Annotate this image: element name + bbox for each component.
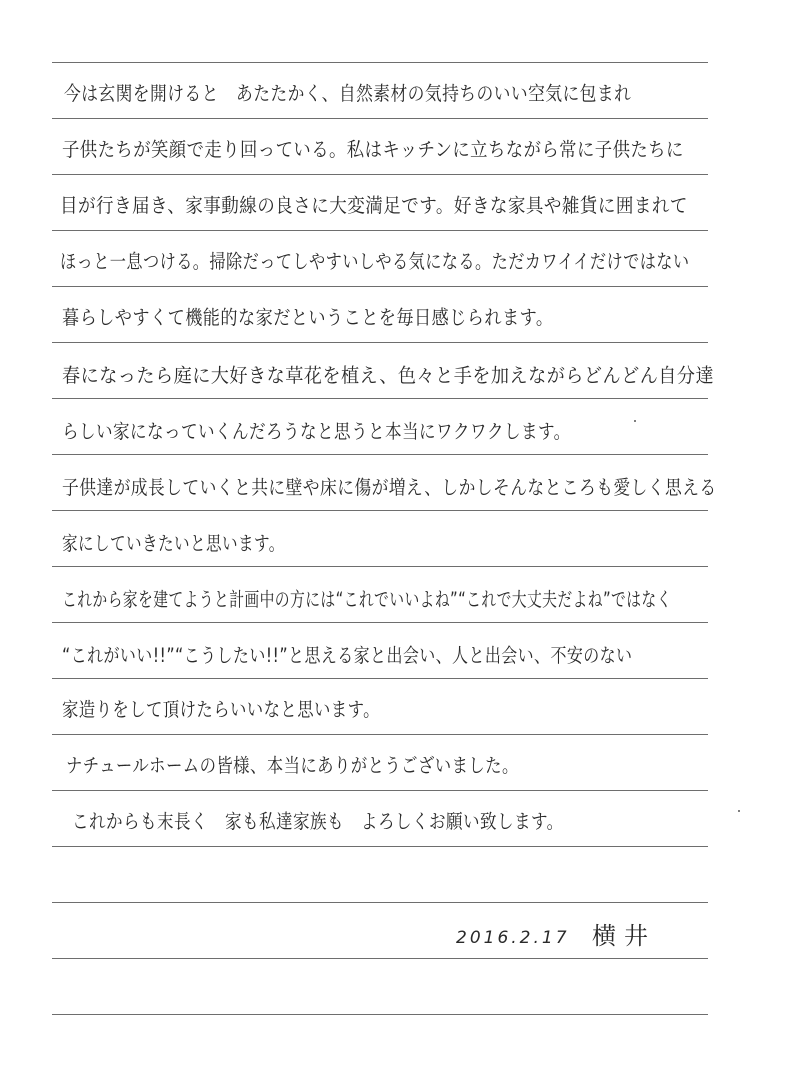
ruled-line [52, 62, 708, 63]
ruled-line [52, 454, 708, 455]
ruled-line [52, 286, 708, 287]
ruled-line [52, 230, 708, 231]
letter-line: ほっと一息つける。掃除だってしやすいしやる気になる。ただカワイイだけではない [60, 250, 690, 273]
letter-line: 今は玄関を開けると あたたかく、自然素材の気持ちのいい空気に包まれ [64, 82, 632, 105]
ruled-line [52, 678, 708, 679]
letter-line: 目が行き届き、家事動線の良さに大変満足です。好きな家具や雑貨に囲まれて [60, 194, 688, 217]
ruled-line [52, 566, 708, 567]
letter-line: ナチュールホームの皆様、本当にありがとうございました。 [66, 754, 519, 777]
ruled-line [52, 790, 708, 791]
ruled-line [52, 622, 708, 623]
letter-line: 子供たちが笑顔で走り回っている。私はキッチンに立ちながら常に子供たちに [62, 138, 684, 161]
ruled-line [52, 398, 708, 399]
letter-line: 家にしていきたいと思います。 [62, 532, 285, 555]
ruled-line [52, 174, 708, 175]
letter-line: らしい家になっていくんだろうなと思うと本当にワクワクします。 [62, 420, 571, 443]
letter-line: “これがいい!!”“こうしたい!!”と思える家と出会い、人と出会い、不安のない [62, 644, 633, 667]
ruled-line [52, 1014, 708, 1015]
letter-line: これから家を建てようと計画中の方には“これでいいよね”“これで大丈夫だよね”ではなく [62, 588, 672, 611]
ruled-line [52, 958, 708, 959]
ruled-line [52, 902, 708, 903]
ruled-line [52, 846, 708, 847]
letter-line: 暮らしやすくて機能的な家だということを毎日感じられます。 [62, 306, 554, 329]
letter-line: これからも末長く 家も私達家族も よろしくお願い致します。 [72, 810, 564, 833]
ink-speck [634, 420, 636, 422]
letter-date: 2016.2.17 [456, 928, 570, 948]
letter-signature: 横井 [592, 922, 656, 950]
ink-speck [738, 810, 740, 812]
letter-line: 春になったら庭に大好きな草花を植え、色々と手を加えながらどんどん自分達 [62, 364, 715, 387]
ruled-line [52, 342, 708, 343]
ruled-line [52, 734, 708, 735]
ruled-line [52, 118, 708, 119]
ruled-line [52, 510, 708, 511]
letter-line: 家造りをして頂けたらいいなと思います。 [62, 698, 380, 721]
letter-line: 子供達が成長していくと共に壁や床に傷が増え、しかしそんなところも愛しく思える [62, 476, 717, 499]
